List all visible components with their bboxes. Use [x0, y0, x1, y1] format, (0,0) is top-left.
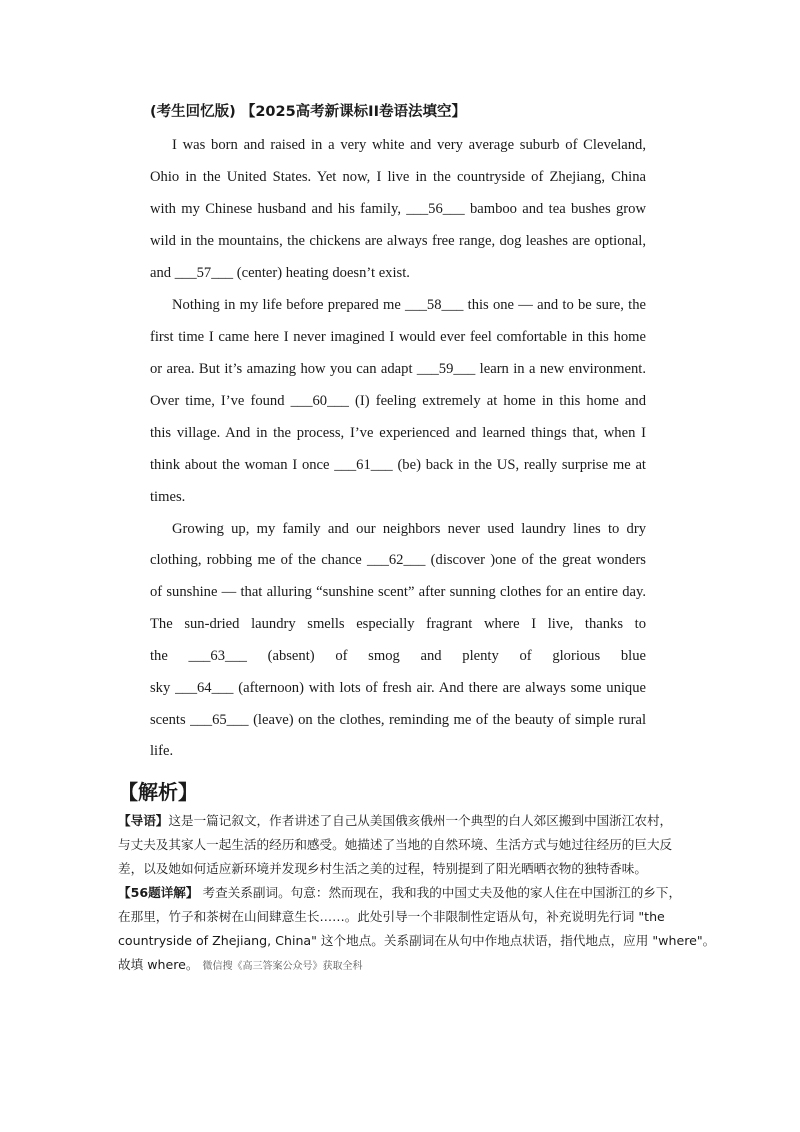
passage-line: first time I came here I never imagined I would ever feel comfortable in this home	[150, 329, 646, 345]
analysis-title: 【解析】	[118, 780, 198, 804]
passage-line: the ___63___ (absent) of smog and plenty of glorious blue	[150, 648, 646, 664]
watermark-text: 微信搜《高三答案公众号》获取全科	[202, 961, 363, 972]
q56-line	[118, 956, 362, 976]
analysis-intro-line: 与丈夫及其家人一起生活的经历和感受。她描述了当地的自然环境、生活方式与她过往经历的巨大反	[118, 837, 673, 852]
passage-line: of sunshine — that alluring “sunshine scent” after sunning clothes for an entire day.	[150, 584, 646, 600]
passage-line: sky ___64___ (afternoon) with lots of fresh air. And there are always some unique	[150, 680, 646, 696]
passage-line: with my Chinese husband and his family, ___56___ bamboo and tea bushes grow	[150, 201, 646, 217]
intro-text: 这是一篇记叙文，作者讲述了自己从美国俄亥俄州一个典型的白人郊区搬到中国浙江农村，	[168, 813, 673, 828]
analysis-intro-line	[118, 812, 673, 830]
edition-label: (考生回忆版)	[150, 104, 236, 120]
passage-line: clothing, robbing me of the chance ___62___ (discover )one of the great wonders	[150, 552, 646, 568]
exam-title: 【2025高考新课标II卷语法填空】	[240, 104, 466, 120]
passage-line: and ___57___ (center) heating doesn’t exist.	[150, 265, 410, 281]
passage-line: times.	[150, 489, 186, 505]
passage-line: or area. But it’s amazing how you can adapt ___59___ learn in a new environment.	[150, 361, 646, 377]
passage-line: Over time, I’ve found ___60___ (I) feeling extremely at home in this home and	[150, 393, 646, 409]
passage-line: think about the woman I once ___61___ (be) back in the US, really surprise me at	[150, 457, 646, 473]
passage-line: scents ___65___ (leave) on the clothes, reminding me of the beauty of simple rural	[150, 712, 646, 728]
q56-label: 【56题详解】	[118, 885, 199, 900]
q56-line	[118, 884, 682, 902]
passage-line: this village. And in the process, I’ve experienced and learned things that, when I	[150, 425, 646, 441]
passage-line: Nothing in my life before prepared me ___58___ this one — and to be sure, the	[172, 297, 646, 313]
intro-label: 【导语】	[118, 813, 169, 828]
q56-answer: 故填 where。	[118, 957, 199, 972]
passage-line: I was born and raised in a very white and very average suburb of Cleveland,	[172, 137, 646, 153]
q56-line: countryside of Zhejiang, China" 这个地点。关系副词在从句中作地点状语，指代地点，应用 "where"。	[118, 933, 716, 948]
exam-header	[150, 100, 466, 121]
passage-line: Ohio in the United States. Yet now, I live in the countryside of Zhejiang, China	[150, 169, 646, 185]
q56-line: 在那里，竹子和茶树在山间肆意生长……。此处引导一个非限制性定语从句，补充说明先行词 "the	[118, 909, 665, 924]
analysis-intro-line: 差，以及她如何适应新环境并发现乡村生活之美的过程，特别提到了阳光晒晒衣物的独特香味。	[118, 861, 647, 876]
q56-text: 考查关系副词。句意：然而现在，我和我的中国丈夫及他的家人住在中国浙江的乡下，	[198, 885, 682, 900]
passage-line: wild in the mountains, the chickens are always free range, dog leashes are optional,	[150, 233, 646, 249]
passage-line: life.	[150, 743, 174, 759]
passage-line: Growing up, my family and our neighbors never used laundry lines to dry	[172, 521, 646, 537]
passage-line: The sun-dried laundry smells especially fragrant where I live, thanks to	[150, 616, 646, 632]
